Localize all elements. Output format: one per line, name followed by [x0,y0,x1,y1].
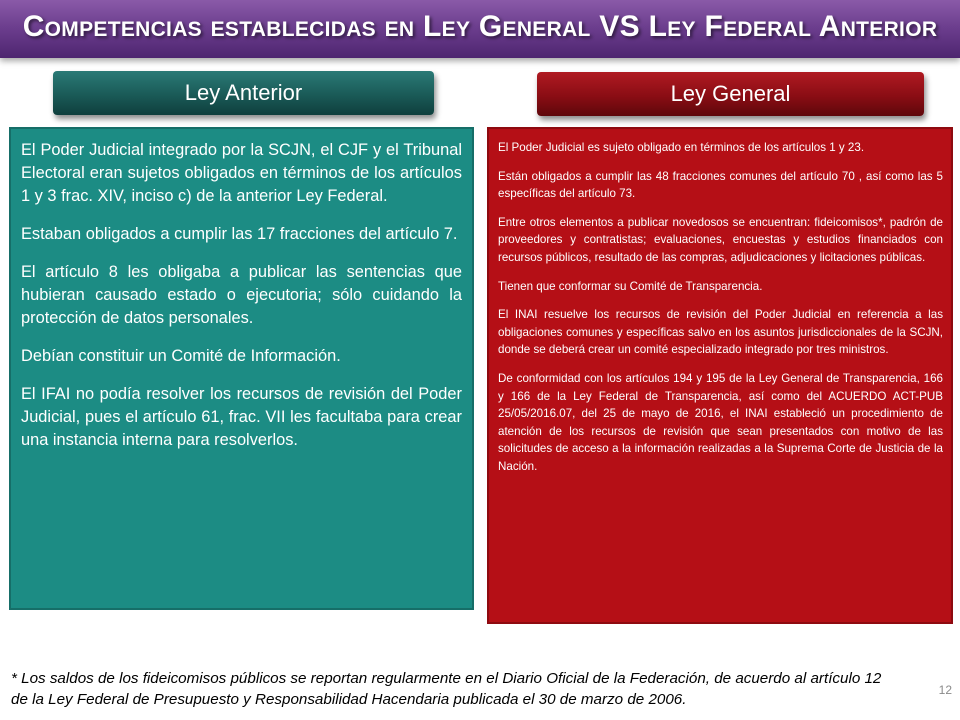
right-paragraph: El Poder Judicial es sujeto obligado en términos de los artículos 1 y 23. [498,141,865,154]
left-paragraph: El Poder Judicial integrado por la SCJN, el CJF y el Tribunal Electoral eran sujetos obligados en términos de los artículos 1 y 3 frac. XIV, inciso c) de la anterior Ley Federal. [21,141,462,205]
left-paragraph: Estaban obligados a cumplir las 17 fracciones del artículo 7. [21,225,458,243]
right-paragraph: Están obligados a cumplir las 48 fracciones comunes del artículo 70 , así como las 5 específicas del artículo 73. [498,169,943,201]
title-bar [0,0,960,58]
footnote: * Los saldos de los fideicomisos públicos se reportan regularmente en el Diario Oficial de la Federación, de acuerdo al artículo 12 de la Ley Federal de Presupuesto y Responsabilidad Hacendaria publicada el 30 de marzo de 2006. [11,670,882,708]
right-paragraph: El INAI resuelve los recursos de revisión del Poder Judicial en referencia a las obligaciones comunes y específicas salvo en los asuntos jurisdiccionales de la SCJN, donde se deberá crear un comité especializado integrado por tres ministros. [498,308,943,357]
left-paragraph: El IFAI no podía resolver los recursos de revisión del Poder Judicial, pues el artículo 61, frac. VII les facultaba para crear una instancia interna para resolverlos. [21,385,462,449]
slide-title: Competencias establecidas en Ley General VS Ley Federal Anterior [22,10,938,43]
left-paragraph: Debían constituir un Comité de Información. [21,347,341,365]
right-paragraph: Tienen que conformar su Comité de Transparencia. [498,279,763,293]
ley-anterior-panel [9,127,474,610]
left-paragraph: El artículo 8 les obligaba a publicar las sentencias que hubieran causado estado o ejecutoria; sólo cuidando la protección de datos personales. [21,263,462,327]
right-paragraph: De conformidad con los artículos 194 y 195 de la Ley General de Transparencia, 166 y 166 de la Ley Federal de Transparencia, así como del ACUERDO ACT-PUB 25/05/2016.07, del 25 de mayo de 2016, el INAI estableció un procedimiento de atención de los recursos de revisión que sean presentados con motivo de las solicitudes de acceso a la información realizadas a la Suprema Corte de Justicia de la Nación. [498,371,943,473]
ley-general-panel [487,127,953,624]
ley-anterior-header: Ley Anterior [53,71,434,115]
right-paragraph: Entre otros elementos a publicar novedosos se encuentran: fideicomisos*, padrón de proveedores y contratistas; evaluaciones, encuestas y estudios financiados con recursos públicos, resultado de las compras, adjudicaciones y licitaciones públicas. [498,215,943,264]
ley-general-header: Ley General [537,72,924,116]
page-number: 12 [938,683,952,697]
